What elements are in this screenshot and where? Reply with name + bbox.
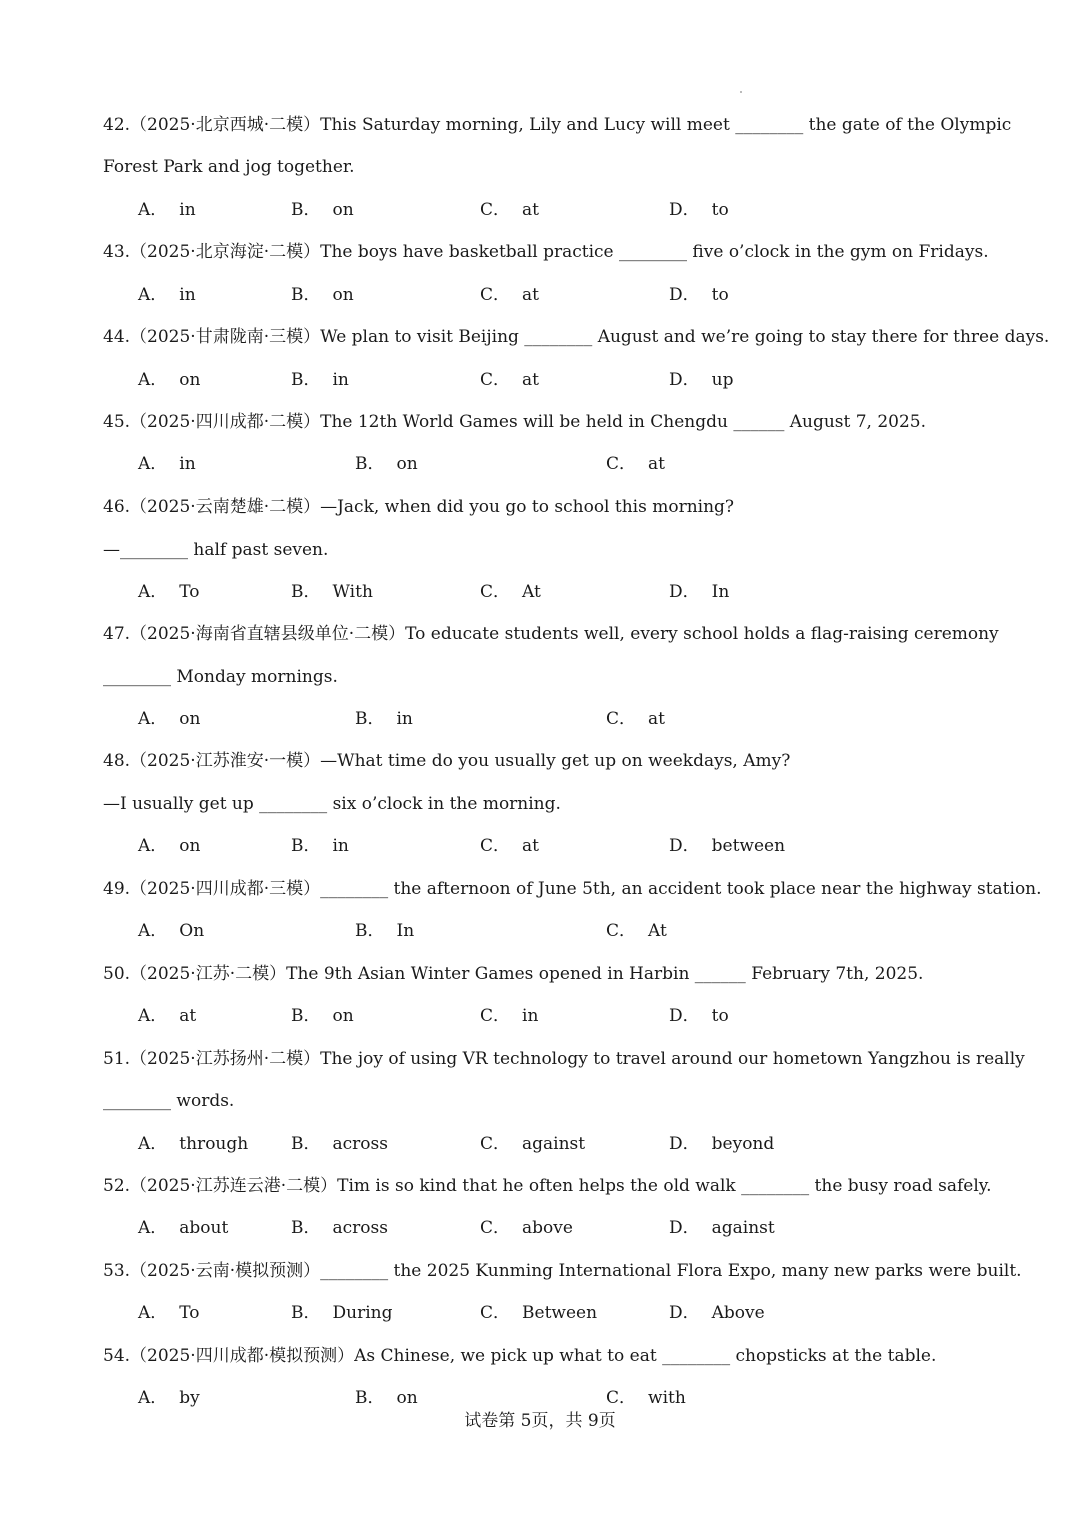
option-letter: D．: [669, 1303, 700, 1323]
option-letter: A．: [138, 709, 168, 729]
option-text: in: [179, 200, 196, 220]
answer-option[interactable]: [669, 1217, 775, 1239]
answer-option[interactable]: [138, 1387, 200, 1409]
option-text: at: [522, 836, 539, 856]
answer-option[interactable]: [291, 1133, 388, 1155]
answer-option[interactable]: [355, 453, 418, 475]
answer-option[interactable]: [291, 1217, 388, 1239]
option-text: At: [648, 921, 667, 941]
option-letter: C．: [606, 921, 637, 941]
option-text: about: [179, 1218, 229, 1238]
option-text: Above: [711, 1303, 765, 1323]
answer-option[interactable]: [291, 1302, 392, 1324]
option-text: at: [522, 370, 539, 390]
answer-option[interactable]: [480, 1217, 573, 1239]
answer-option[interactable]: [606, 453, 665, 475]
question-stem-continued: —________ half past seven.: [103, 540, 329, 560]
answer-option[interactable]: [480, 835, 539, 857]
answer-option[interactable]: [606, 1387, 686, 1409]
option-text: Between: [522, 1303, 598, 1323]
option-text: against: [522, 1134, 586, 1154]
answer-option[interactable]: [138, 453, 196, 475]
option-letter: D．: [669, 370, 700, 390]
option-letter: C．: [480, 285, 511, 305]
option-letter: C．: [480, 1134, 511, 1154]
option-text: at: [522, 200, 539, 220]
question-stem: 52.（2025·江苏连云港·二模）Tim is so kind that he often helps the old walk ________ the busy road safely.: [103, 1176, 992, 1196]
option-text: On: [179, 921, 205, 941]
option-letter: C．: [606, 1388, 637, 1408]
option-letter: B．: [291, 1134, 321, 1154]
option-letter: B．: [291, 200, 321, 220]
answer-option[interactable]: [138, 835, 200, 857]
option-text: in: [332, 370, 349, 390]
question-stem: 49.（2025·四川成都·三模）________ the afternoon of June 5th, an accident took place near the highway station.: [103, 879, 1042, 899]
answer-option[interactable]: [669, 1005, 729, 1027]
answer-option[interactable]: [138, 1005, 196, 1027]
option-letter: A．: [138, 200, 168, 220]
option-letter: B．: [355, 454, 385, 474]
option-text: on: [396, 1388, 418, 1408]
option-text: In: [711, 582, 730, 602]
question-stem-continued: Forest Park and jog together.: [103, 157, 355, 177]
question-stem: 42.（2025·北京西城·二模）This Saturday morning, Lily and Lucy will meet ________ the gate of the Olympic: [103, 115, 1012, 135]
option-text: on: [179, 709, 201, 729]
question-stem: 43.（2025·北京海淀·二模）The boys have basketball practice ________ five o’clock in the gym on Fridays.: [103, 242, 989, 262]
option-text: To: [179, 1303, 200, 1323]
option-text: across: [332, 1134, 388, 1154]
answer-option[interactable]: [138, 581, 200, 603]
option-text: With: [332, 582, 373, 602]
answer-option[interactable]: [355, 920, 414, 942]
option-letter: D．: [669, 285, 700, 305]
option-letter: A．: [138, 1006, 168, 1026]
question-stem: 45.（2025·四川成都·二模）The 12th World Games will be held in Chengdu ______ August 7, 2025.: [103, 412, 927, 432]
option-text: on: [332, 200, 354, 220]
answer-option[interactable]: [138, 708, 200, 730]
option-letter: C．: [480, 1218, 511, 1238]
option-text: in: [396, 709, 413, 729]
option-text: at: [522, 285, 539, 305]
answer-option[interactable]: [480, 199, 539, 221]
answer-option[interactable]: [669, 199, 729, 221]
question-stem-continued: ________ Monday mornings.: [103, 667, 338, 687]
answer-option[interactable]: [669, 369, 733, 391]
option-text: in: [179, 285, 196, 305]
option-text: beyond: [711, 1134, 775, 1154]
question-stem: 53.（2025·云南·模拟预测）________ the 2025 Kunming International Flora Expo, many new parks were built.: [103, 1261, 1022, 1281]
option-letter: A．: [138, 285, 168, 305]
option-letter: C．: [606, 454, 637, 474]
option-letter: B．: [355, 1388, 385, 1408]
option-letter: C．: [480, 1303, 511, 1323]
question-stem-continued: —I usually get up ________ six o’clock in the morning.: [103, 794, 561, 814]
option-letter: B．: [291, 1303, 321, 1323]
option-text: on: [179, 836, 201, 856]
option-letter: A．: [138, 921, 168, 941]
option-letter: A．: [138, 836, 168, 856]
option-letter: B．: [355, 921, 385, 941]
question-stem-continued: ________ words.: [103, 1091, 235, 1111]
option-letter: A．: [138, 1303, 168, 1323]
answer-option[interactable]: [355, 1387, 418, 1409]
option-text: at: [648, 454, 665, 474]
answer-option[interactable]: [291, 369, 349, 391]
answer-option[interactable]: [669, 581, 729, 603]
question-stem: 54.（2025·四川成都·模拟预测）As Chinese, we pick up what to eat ________ chopsticks at the table.: [103, 1346, 937, 1366]
option-letter: C．: [480, 370, 511, 390]
option-text: by: [179, 1388, 200, 1408]
option-text: on: [332, 1006, 354, 1026]
question-stem: 50.（2025·江苏·二模）The 9th Asian Winter Games opened in Harbin ______ February 7th, 2025.: [103, 964, 924, 984]
option-letter: B．: [291, 582, 321, 602]
option-text: between: [711, 836, 786, 856]
option-text: to: [711, 200, 729, 220]
answer-option[interactable]: [138, 920, 204, 942]
option-text: in: [179, 454, 196, 474]
option-text: above: [522, 1218, 573, 1238]
option-text: up: [711, 370, 734, 390]
option-text: During: [332, 1303, 393, 1323]
answer-option[interactable]: [480, 581, 541, 603]
answer-option[interactable]: [138, 1302, 200, 1324]
option-letter: A．: [138, 1218, 168, 1238]
answer-option[interactable]: [669, 1133, 774, 1155]
answer-option[interactable]: [480, 284, 539, 306]
answer-option[interactable]: [480, 1302, 597, 1324]
question-stem: 46.（2025·云南楚雄·二模）—Jack, when did you go to school this morning?: [103, 497, 735, 517]
option-text: In: [396, 921, 415, 941]
answer-option[interactable]: [138, 369, 200, 391]
answer-option[interactable]: [291, 284, 354, 306]
answer-option[interactable]: [291, 1005, 354, 1027]
option-text: at: [648, 709, 665, 729]
answer-option[interactable]: [291, 581, 373, 603]
option-letter: D．: [669, 1134, 700, 1154]
answer-option[interactable]: [138, 199, 196, 221]
answer-option[interactable]: [355, 708, 413, 730]
option-text: in: [332, 836, 349, 856]
option-letter: D．: [669, 836, 700, 856]
question-stem: 48.（2025·江苏淮安·一模）—What time do you usually get up on weekdays, Amy?: [103, 751, 791, 771]
answer-option[interactable]: [138, 1133, 248, 1155]
option-letter: C．: [480, 582, 511, 602]
answer-option[interactable]: [480, 369, 539, 391]
option-text: to: [711, 285, 729, 305]
option-letter: B．: [355, 709, 385, 729]
option-letter: B．: [291, 285, 321, 305]
answer-option[interactable]: [606, 708, 665, 730]
option-letter: A．: [138, 1388, 168, 1408]
option-letter: D．: [669, 1006, 700, 1026]
option-letter: C．: [480, 200, 511, 220]
option-text: through: [179, 1134, 249, 1154]
option-letter: B．: [291, 370, 321, 390]
option-text: on: [179, 370, 201, 390]
option-text: against: [711, 1218, 775, 1238]
option-letter: C．: [480, 1006, 511, 1026]
option-letter: B．: [291, 1006, 321, 1026]
answer-option[interactable]: [138, 1217, 228, 1239]
option-text: across: [332, 1218, 388, 1238]
option-letter: B．: [291, 1218, 321, 1238]
option-text: At: [522, 582, 541, 602]
question-stem: 51.（2025·江苏扬州·二模）The joy of using VR technology to travel around our hometown Yangzhou is really: [103, 1049, 1025, 1069]
option-text: with: [648, 1388, 686, 1408]
option-letter: D．: [669, 1218, 700, 1238]
option-letter: B．: [291, 836, 321, 856]
option-letter: D．: [669, 582, 700, 602]
answer-option[interactable]: [669, 284, 729, 306]
option-letter: A．: [138, 370, 168, 390]
answer-option[interactable]: [669, 835, 785, 857]
option-text: to: [711, 1006, 729, 1026]
answer-option[interactable]: [480, 1005, 538, 1027]
answer-option[interactable]: [480, 1133, 585, 1155]
option-letter: A．: [138, 1134, 168, 1154]
answer-option[interactable]: [138, 284, 196, 306]
page-footer: 试卷第 5页，共 9页: [464, 1411, 616, 1431]
answer-option[interactable]: [291, 199, 354, 221]
option-text: at: [179, 1006, 197, 1026]
option-letter: A．: [138, 454, 168, 474]
question-stem: 44.（2025·甘肃陇南·三模）We plan to visit Beijing ________ August and we’re going to stay there for three days.: [103, 327, 1050, 347]
question-stem: 47.（2025·海南省直辖县级单位·二模）To educate students well, every school holds a flag-raising ceremony: [103, 624, 999, 644]
option-letter: D．: [669, 200, 700, 220]
option-letter: A．: [138, 582, 168, 602]
option-text: on: [332, 285, 354, 305]
option-text: on: [396, 454, 418, 474]
answer-option[interactable]: [669, 1302, 765, 1324]
answer-option[interactable]: [291, 835, 349, 857]
option-letter: C．: [606, 709, 637, 729]
answer-option[interactable]: [606, 920, 667, 942]
option-text: To: [179, 582, 200, 602]
scan-speck: [740, 91, 742, 93]
option-letter: C．: [480, 836, 511, 856]
option-text: in: [522, 1006, 539, 1026]
